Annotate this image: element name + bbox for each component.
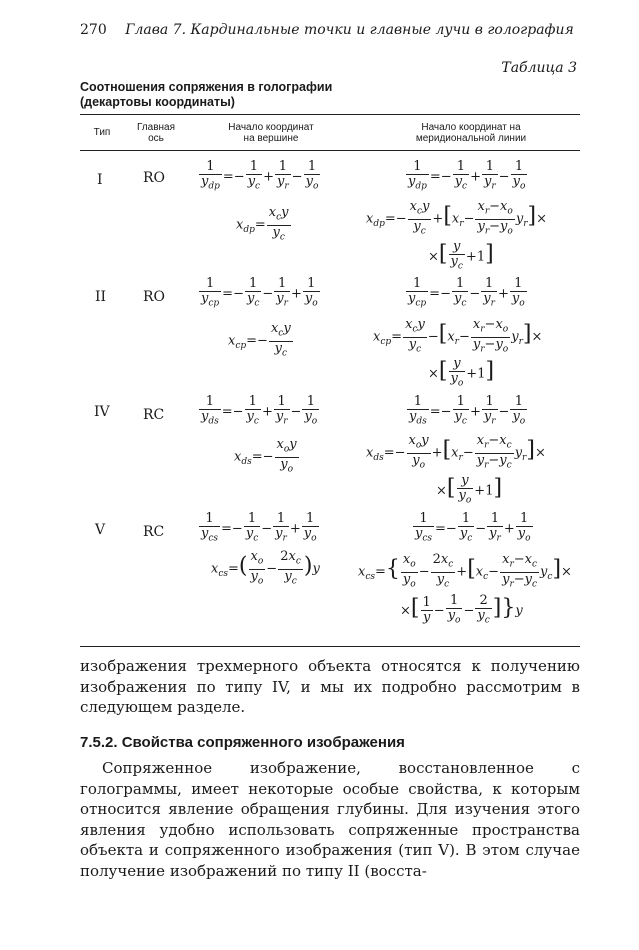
row-axis: RO: [143, 170, 166, 186]
row1-meridional-eq1: $\frac{1}{y_{dp}}$ =− $\frac{1}{y_c}$ + $\frac{1}{y_r}$ − $\frac{1}{y_o}$: [408, 159, 526, 192]
section-heading: 7.5.2. Свойства сопряженного изображения: [80, 734, 405, 751]
row1-vertex-eq1: $\frac{1}{y_{dp}}$ =− $\frac{1}{y_c}$ + $\frac{1}{y_r}$ − $\frac{1}{y_o}$: [201, 159, 319, 192]
row-type: II: [95, 289, 107, 305]
col-header-axis: Главная ось: [136, 122, 176, 144]
row4-meridional-eq1: $\frac{1}{y_{ds}}$ =− $\frac{1}{y_c}$ + $\frac{1}{y_r}$ − $\frac{1}{y_o}$: [409, 394, 526, 427]
row-axis: RO: [143, 289, 166, 305]
running-head: [80, 22, 574, 38]
row2-vertex-eq2: $x_{cp}=-$ $\frac{x_cy}{y_c}$: [228, 321, 291, 359]
chapter-title: Глава 7. Кардинальные точки и главные лучи в голография: [125, 22, 574, 38]
col-header-vertex: Начало координат на вершине: [228, 122, 314, 144]
col-header-meridional: Начало координат на меридиональной линии: [415, 122, 527, 144]
row4-vertex-eq2: $x_{ds}=-$ $\frac{x_oy}{y_o}$: [234, 437, 297, 475]
row-axis: RC: [143, 524, 165, 540]
row5-vertex-eq2: $x_{cs}=$( $\frac{x_o}{y_o}$ − $\frac{2x_c}{y_c}$ )y: [211, 549, 320, 587]
col-header-type: Тип: [93, 127, 111, 138]
table-header-rule: [80, 150, 580, 151]
row-type: IV: [94, 404, 110, 420]
row1-vertex-eq2: $x_{dp}=$ $\frac{x_cy}{y_c}$: [236, 205, 289, 243]
row4-meridional-eq3: ×[ $\frac{y}{y_o}$ +1]: [436, 473, 503, 506]
row4-meridional-eq2: $x_{ds}=-$ $\frac{x_oy}{y_o}$ $+[x_r-$ $\frac{x_r-x_c}{y_r-y_c}$ $y_r]\times$: [366, 433, 546, 471]
row4-vertex-eq1: $\frac{1}{y_{ds}}$ =− $\frac{1}{y_c}$ + $\frac{1}{y_r}$ − $\frac{1}{y_o}$: [201, 394, 318, 427]
table-bottom-rule: [80, 646, 580, 647]
row5-vertex-eq1: $\frac{1}{y_{cs}}$ =− $\frac{1}{y_c}$ − $\frac{1}{y_r}$ + $\frac{1}{y_o}$: [201, 511, 317, 544]
page-number: 270: [80, 22, 107, 38]
row2-meridional-eq3: ×[ $\frac{y}{y_o}$ +1]: [428, 356, 495, 389]
row2-meridional-eq1: $\frac{1}{y_{cp}}$ =− $\frac{1}{y_c}$ − $\frac{1}{y_r}$ + $\frac{1}{y_o}$: [408, 276, 525, 309]
row1-meridional-eq3: ×[ $\frac{y}{y_c}$ +1]: [428, 239, 494, 272]
row-axis: RC: [143, 407, 165, 423]
row2-meridional-eq2: $x_{cp}=$ $\frac{x_cy}{y_c}$ $-[x_r-$ $\frac{x_r-x_o}{y_r-y_o}$ $y_r]\times$: [373, 317, 543, 355]
row5-meridional-eq1: $\frac{1}{y_{cs}}$ =− $\frac{1}{y_c}$ − $\frac{1}{y_r}$ + $\frac{1}{y_o}$: [415, 511, 531, 544]
paragraph-main: Сопряженное изображение, восстановленное с голограммы, имеет некоторые особые свойства, к которым относится явление обращения глубины. Для изучения этого явления удобно использовать сопряженные пространства объекта и сопряженного изображения (тип V). В этом случае получение изображений по типу II (восста-: [80, 759, 580, 880]
row5-meridional-eq2: $x_{cs}=${ $\frac{x_o}{y_o}$ − $\frac{2x_c}{y_c}$ $+[x_c-$ $\frac{x_r-x_c}{y_r-y_c}$ $y_c]\times$: [358, 552, 572, 590]
row-type: I: [97, 172, 103, 188]
row2-vertex-eq1: $\frac{1}{y_{cp}}$ =− $\frac{1}{y_c}$ − $\frac{1}{y_r}$ + $\frac{1}{y_o}$: [201, 276, 318, 309]
table-top-rule: [80, 114, 580, 115]
row1-meridional-eq2: $x_{dp}=-$ $\frac{x_cy}{y_c}$ $+[x_r-$ $\frac{x_r-x_o}{y_r-y_o}$ $y_r]\times$: [366, 199, 547, 237]
row5-meridional-eq3: ×[ $\frac{1}{y}$ − $\frac{1}{y_o}$ − $\frac{2}{y_c}$ ]}y: [400, 593, 523, 626]
table-caption: Соотношения сопряжения в голографии (декартовы координаты): [80, 80, 333, 109]
table-label: Таблица 3: [501, 60, 577, 76]
row-type: V: [95, 522, 106, 538]
paragraph-continued: изображения трехмерного объекта относятся к получению изображения по типу IV, и мы их подробно рассмотрим в следующем разделе.: [80, 657, 580, 716]
